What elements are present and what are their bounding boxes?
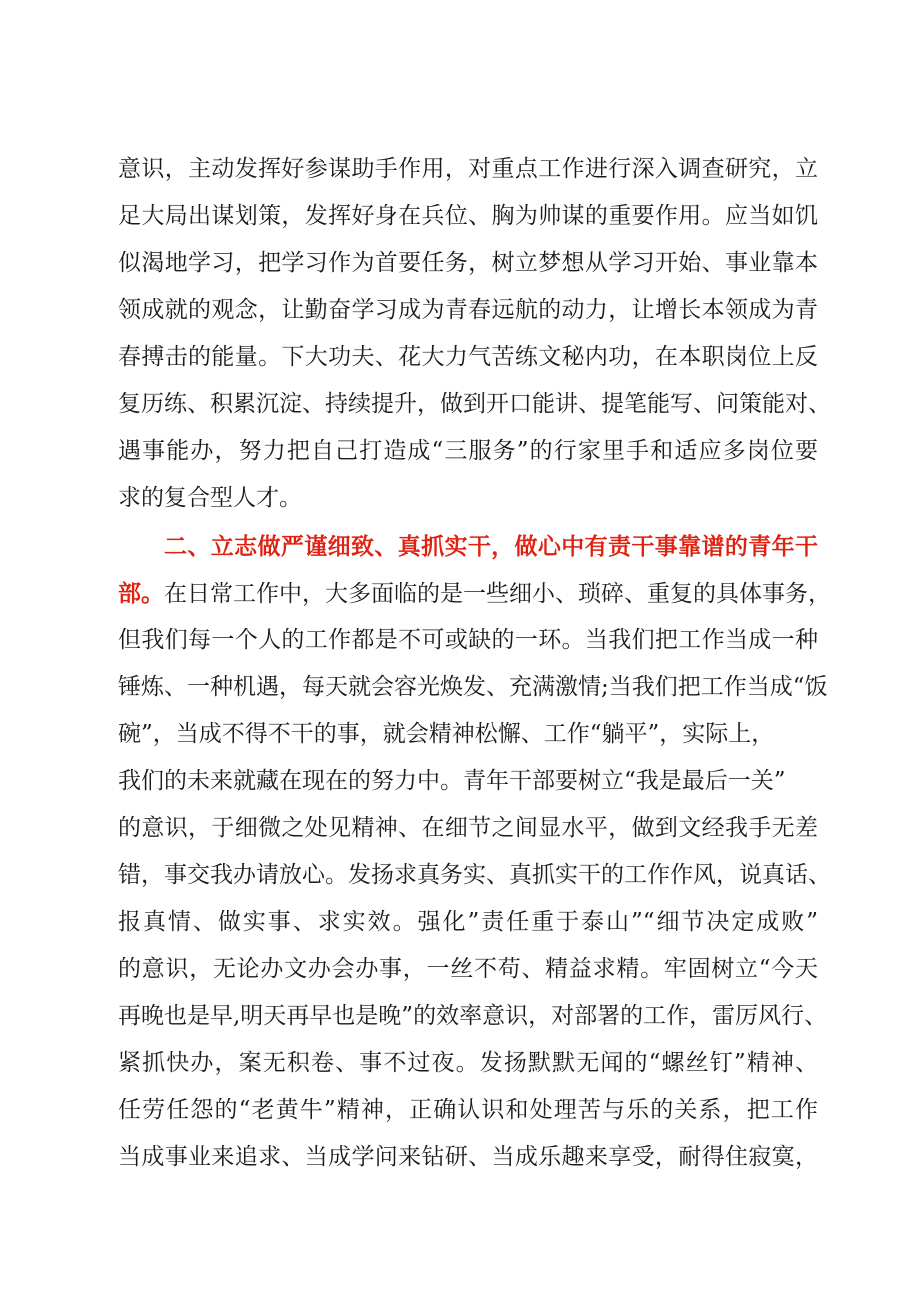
paragraph-line: 再晚也是早,明天再早也是晚”的效率意识，对部署的工作，雷厉风行、	[118, 1003, 828, 1029]
paragraph-line-text: 在日常工作中，大多面临的是一些细小、琐碎、重复的具体事务，	[164, 581, 831, 607]
paragraph-line: 但我们每一个人的工作都是不可或缺的一环。当我们把工作当成一种	[118, 627, 818, 653]
paragraph-line: 错，事交我办请放心。发扬求真务实、真抓实干的工作作风，说真话、	[118, 862, 831, 888]
body-paragraph-2	[118, 523, 831, 1181]
paragraph-line: 遇事能办，努力把自己打造成“三服务”的行家里手和适应多岗位要	[118, 438, 818, 464]
paragraph-line: 意识，主动发挥好参谋助手作用，对重点工作进行深入调查研究，立	[118, 156, 818, 182]
paragraph-line: 春搏击的能量。下大功夫、花大力气苦练文秘内功，在本职岗位上反	[118, 344, 818, 370]
paragraph-line: 领成就的观念，让勤奋学习成为青春远航的动力，让增长本领成为青	[118, 297, 818, 323]
paragraph-line: 求的复合型人才。	[118, 485, 302, 511]
paragraph-line: 碗”，当成不得不干的事，就会精神松懈、工作“躺平”，实际上，	[118, 721, 775, 747]
paragraph-line: 锤炼、一种机遇，每天就会容光焕发、充满激情;当我们把工作当成“饭	[118, 674, 828, 700]
paragraph-line: 报真情、做实事、求实效。强化”责任重于泰山”“细节决定成败”	[118, 909, 818, 935]
body-paragraph-1	[118, 146, 831, 522]
paragraph-line: 似渴地学习，把学习作为首要任务，树立梦想从学习开始、事业靠本	[118, 250, 818, 276]
paragraph-line: 任劳任怨的“老黄牛”精神，正确认识和处理苦与乐的关系，把工作	[118, 1097, 818, 1123]
paragraph-line: 的意识，无论办文办会办事，一丝不苟、精益求精。牢固树立“今天	[118, 956, 818, 982]
paragraph-line-mixed	[118, 570, 831, 617]
paragraph-line: 的意识，于细微之处见精神、在细节之间显水平，做到文经我手无差	[118, 815, 818, 841]
paragraph-line: 紧抓快办，案无积卷、事不过夜。发扬默默无闻的“螺丝钉”精神、	[118, 1050, 818, 1076]
section-heading-end: 部。	[118, 580, 164, 607]
section-heading: 二、立志做严谨细致、真抓实干，做心中有责干事靠谱的青年干	[164, 533, 818, 560]
paragraph-line: 足大局出谋划策，发挥好身在兵位、胸为帅谋的重要作用。应当如饥	[118, 203, 818, 229]
paragraph-line: 当成事业来追求、当成学问来钻研、当成乐趣来享受，耐得住寂寞，	[118, 1144, 818, 1170]
paragraph-line: 我们的未来就藏在现在的努力中。青年干部要树立“我是最后一关”	[118, 768, 786, 794]
paragraph-line: 复历练、积累沉淀、持续提升，做到开口能讲、提笔能写、问策能对、	[118, 391, 831, 417]
